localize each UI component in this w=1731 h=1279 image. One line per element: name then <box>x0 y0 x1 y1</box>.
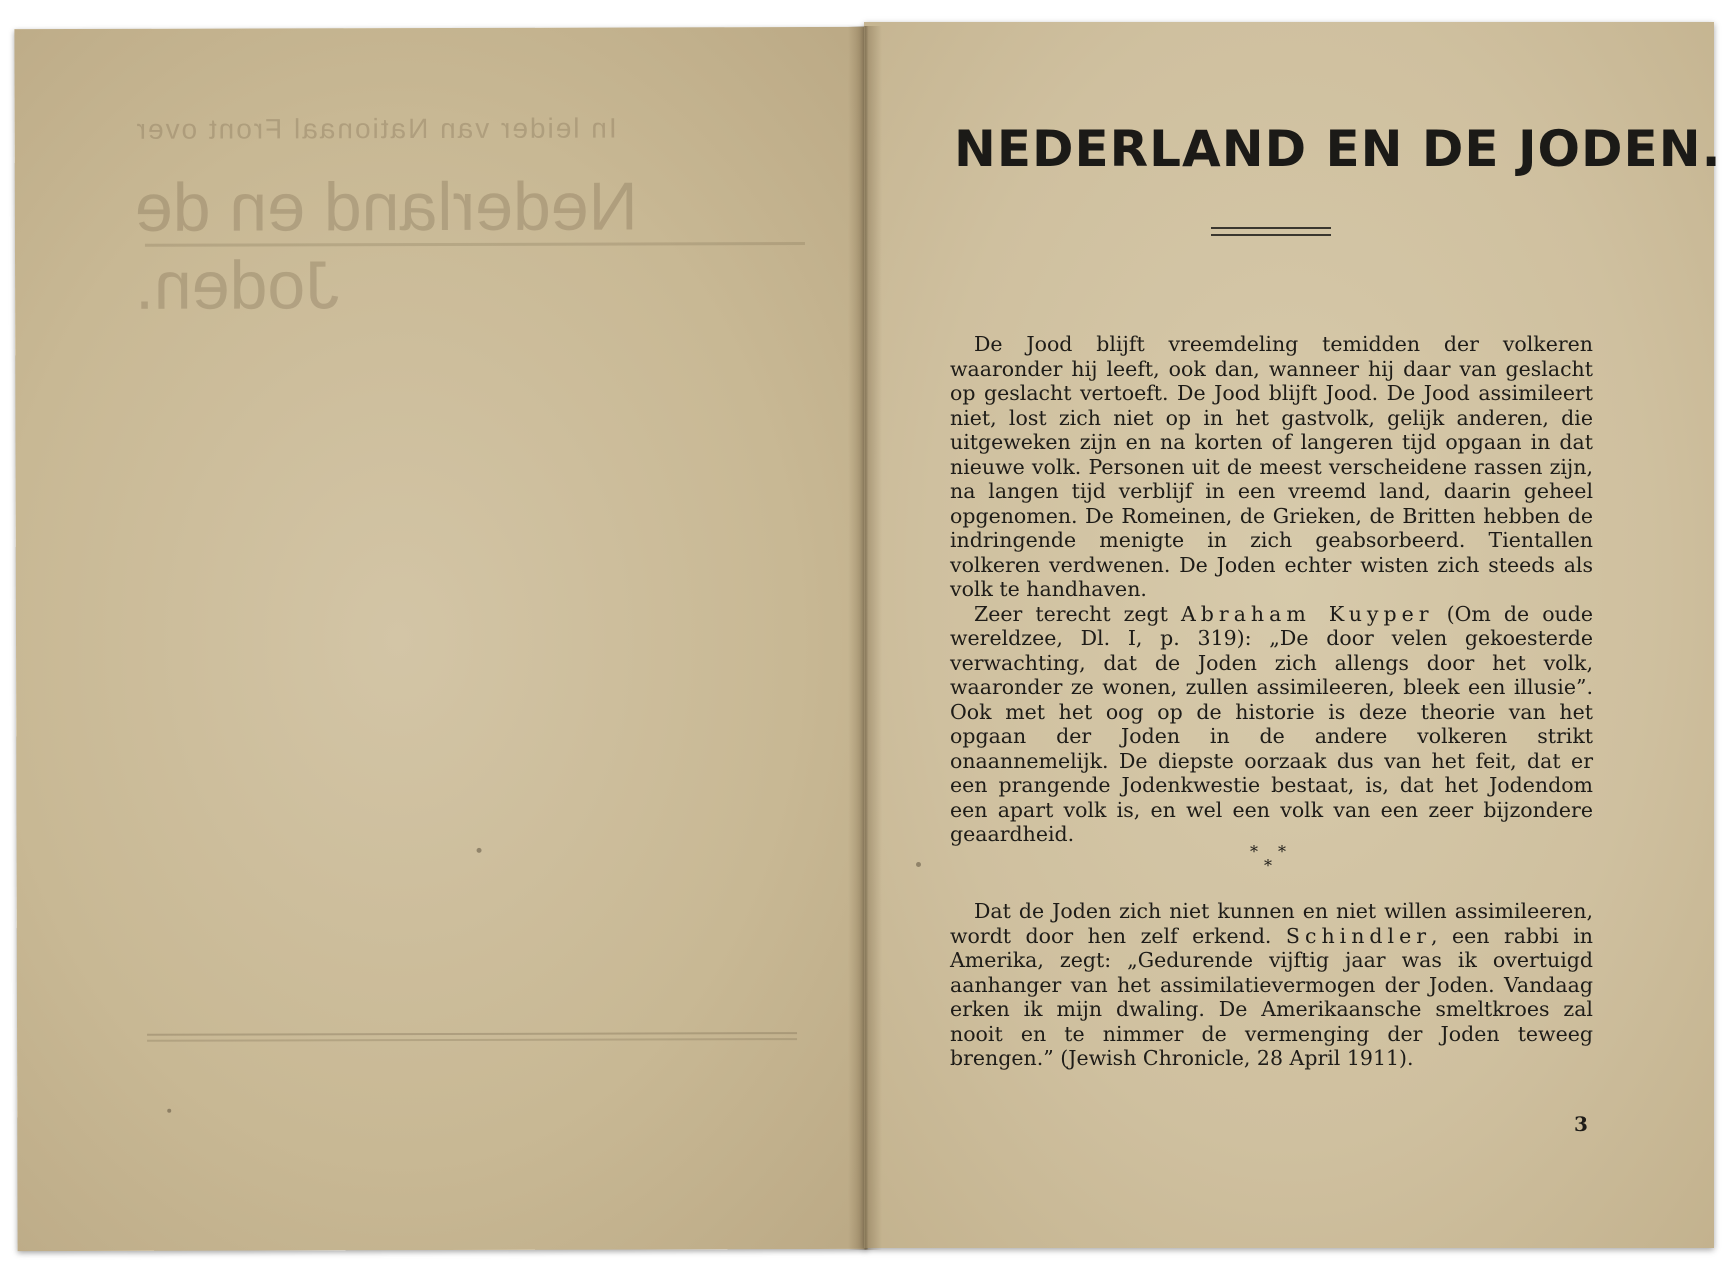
paper-speck <box>916 862 921 867</box>
left-page <box>14 27 867 1251</box>
page-title: NEDERLAND EN DE JODEN. <box>954 120 1722 178</box>
body-text <box>950 332 1593 847</box>
paper-speck <box>167 1109 171 1113</box>
body-text-section-2 <box>950 899 1593 1071</box>
show-through-rule <box>145 242 805 247</box>
paper-speck <box>477 848 482 853</box>
paragraph-2-quote: (Om de oude wereldzee, Dl. I, p. 319): „De door velen gekoesterde verwachting, dat de Joden zich allengs door het volk, waaronder ze wonen, zullen assimileeren, bleek een illusie”. Ook met het oog op de historie is deze theorie van het opgaan der Joden in de andere volkeren strikt onaannemelijk. De diepste oorzaak dus van het feit, dat er een prangende Jodenkwestie bestaat, is, dat het Jodendom een apart volk is, en wel een volk van een zeer bijzondere geaardheid. <box>950 601 1593 846</box>
show-through-bottom-rule <box>147 1032 797 1042</box>
author-name-kuyper: Abraham Kuyper <box>1180 601 1434 626</box>
paragraph-3-quote: , een rabbi in Amerika, zegt: „Gedurende vijftig jaar was ik overtuigd aanhanger van het assimilatievermogen der Joden. Vandaag erken ik mijn dwaling. De Amerikaansche smeltkroes zal nooit en te nimmer de vermenging der Joden teweeg brengen.” (Jewish Chronicle, 28 April 1911). <box>950 923 1593 1070</box>
page-number: 3 <box>1574 1112 1588 1136</box>
paragraph-1: De Jood blijft vreemdeling temidden der volkeren waaronder hij leeft, ook dan, wanneer hij daar van geslacht op geslacht vertoeft. De Jood blijft Jood. De Jood assimileert niet, lost zich niet op in het gastvolk, gelijk anderen, die uitgeweken zijn en na korten of langeren tijd opgaan in dat nieuwe volk. Personen uit de meest verscheidene rassen zijn, na langen tijd verblijf in een vreemd land, daarin geheel opgenomen. De Romeinen, de Grieken, de Britten hebben de indringende menigte in zich geabsorbeerd. Tientallen volkeren verdwenen. De Joden echter wisten zich steeds als volk te handhaven. <box>950 332 1593 601</box>
show-through-heading: In leider van Nationaal Front over <box>134 112 617 145</box>
separator-star: * <box>1264 856 1272 875</box>
paragraph-2-intro: Zeer terecht zegt <box>974 601 1181 626</box>
title-double-rule <box>1211 227 1331 236</box>
rabbi-name-schindler: Schindler <box>1285 923 1432 948</box>
section-separator <box>1244 842 1304 882</box>
paragraph-3-intro: Dat de Joden zich niet kunnen en niet willen assimileeren, wordt door hen zelf erkend. <box>950 899 1593 948</box>
separator-star: * <box>1278 842 1286 861</box>
paragraph-3 <box>950 899 1593 1071</box>
paragraph-2 <box>950 602 1593 847</box>
show-through-text <box>14 27 867 1251</box>
show-through-title: Nederland en de Joden. <box>134 168 638 324</box>
separator-star: * <box>1250 842 1258 861</box>
right-page <box>864 22 1722 1248</box>
